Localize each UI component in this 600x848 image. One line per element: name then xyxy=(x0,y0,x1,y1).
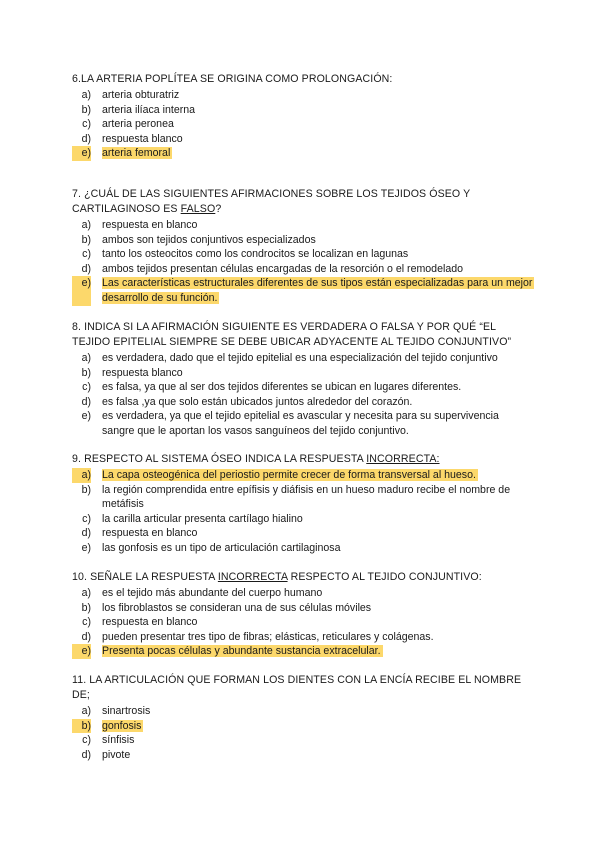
question-title-underlined: INCORRECTA: xyxy=(366,453,440,465)
option-text: las gonfosis es un tipo de articulación cartilaginosa xyxy=(102,541,341,554)
option-text-wrap xyxy=(91,146,534,161)
question-title-text: 9. RESPECTO AL SISTEMA ÓSEO INDICA LA RESPUESTA xyxy=(72,453,367,465)
option-text: Presenta pocas células y abundante sustancia extracelular. xyxy=(102,645,381,658)
option-letter: b) xyxy=(81,601,91,614)
option-text: Las características estructurales diferentes de sus tipos están especializadas para un mejor desarrollo de su función. xyxy=(102,277,533,304)
option-text: ambos tejidos presentan células encargadas de la resorción o el remodelado xyxy=(102,262,463,275)
option-text: sinartrosis xyxy=(102,705,151,717)
option-letter: b) xyxy=(81,366,91,379)
option-letter: b) xyxy=(81,483,91,496)
question-title-end: ? xyxy=(215,203,222,215)
option-text: pivote xyxy=(102,748,131,761)
option-letter: c) xyxy=(82,616,91,629)
option-b[interactable] xyxy=(72,483,534,512)
option-text: arteria obturatriz xyxy=(102,89,180,101)
option-text: los fibroblastos se consideran una de sus células móviles xyxy=(102,601,372,614)
option-letter: c) xyxy=(82,512,91,525)
option-d[interactable] xyxy=(72,132,534,147)
options-list xyxy=(72,468,534,556)
option-b[interactable] xyxy=(72,366,534,381)
question-title-end: RESPECTO AL TEJIDO CONJUNTIVO: xyxy=(287,571,482,583)
option-text: tanto los osteocitos como los condrocitos se localizan en lagunas xyxy=(102,248,409,261)
option-c[interactable] xyxy=(72,380,534,395)
option-text: ambos son tejidos conjuntivos especializados xyxy=(102,233,316,246)
question-title: 6.LA ARTERIA POPLÍTEA SE ORIGINA COMO PROLONGACIÓN: xyxy=(72,73,393,85)
option-letter: b) xyxy=(72,719,91,734)
options-list xyxy=(72,351,534,439)
option-text: gonfosis xyxy=(102,719,142,732)
question-title-underlined: INCORRECTA xyxy=(217,571,288,583)
question-title xyxy=(72,452,534,467)
option-text-wrap xyxy=(91,468,534,483)
option-letter: d) xyxy=(81,262,91,275)
option-letter: a) xyxy=(72,468,91,483)
question-title xyxy=(72,570,534,585)
option-text: es el tejido más abundante del cuerpo humano xyxy=(102,587,323,599)
option-text-wrap xyxy=(91,719,534,734)
option-e[interactable] xyxy=(72,409,534,438)
question-title-underlined: FALSO xyxy=(180,203,216,215)
options-list xyxy=(72,218,534,306)
option-text: sínfisis xyxy=(102,734,135,747)
option-letter: a) xyxy=(81,587,91,599)
question-title-text: 7. ¿CUÁL DE LAS SIGUIENTES AFIRMACIONES SOBRE LOS TEJIDOS ÓSEO Y CARTILAGINOSO ES xyxy=(72,188,471,215)
option-c[interactable] xyxy=(72,615,534,630)
option-b-highlighted[interactable] xyxy=(72,719,534,734)
option-c[interactable] xyxy=(72,247,534,262)
option-a-highlighted[interactable] xyxy=(72,468,534,483)
options-list xyxy=(72,586,534,659)
option-a[interactable] xyxy=(72,586,534,601)
option-text: es verdadera, ya que el tejido epitelial es avascular y necesita para su supervivencia sangre que le aportan los vasos sanguíneos del tejido conjuntivo. xyxy=(102,410,499,437)
option-text: respuesta blanco xyxy=(102,132,183,145)
option-letter: c) xyxy=(82,734,91,747)
option-d[interactable] xyxy=(72,262,534,277)
options-list xyxy=(72,704,534,762)
option-text-wrap xyxy=(91,644,534,659)
option-letter: e) xyxy=(72,644,91,659)
option-text: es verdadera, dado que el tejido epitelial es una especialización del tejido conjuntivo xyxy=(102,352,498,364)
option-letter: e) xyxy=(81,541,91,554)
option-d[interactable] xyxy=(72,630,534,645)
option-letter: a) xyxy=(81,89,91,101)
option-letter: a) xyxy=(81,219,91,231)
option-d[interactable] xyxy=(72,748,534,763)
option-c[interactable] xyxy=(72,117,534,132)
option-e[interactable] xyxy=(72,541,534,556)
option-a[interactable] xyxy=(72,351,534,366)
option-e-highlighted[interactable] xyxy=(72,146,534,161)
option-text: la carilla articular presenta cartílago hialino xyxy=(102,512,303,525)
option-letter: d) xyxy=(81,132,91,145)
option-e-highlighted[interactable] xyxy=(72,276,534,305)
option-text: respuesta blanco xyxy=(102,366,183,379)
option-text: la región comprendida entre epífisis y diáfisis en un hueso maduro recibe el nombre de metáfisis xyxy=(102,483,511,511)
option-b[interactable] xyxy=(72,233,534,248)
question-9 xyxy=(72,452,534,556)
question-8 xyxy=(72,320,534,439)
option-b[interactable] xyxy=(72,103,534,118)
question-7 xyxy=(72,187,534,306)
option-text: arteria femoral xyxy=(102,147,171,160)
option-text: pueden presentar tres tipo de fibras; elásticas, reticulares y colágenas. xyxy=(102,630,434,643)
question-10 xyxy=(72,570,534,659)
option-letter: b) xyxy=(81,103,91,116)
option-letter: b) xyxy=(81,233,91,246)
option-text: arteria peronea xyxy=(102,118,174,131)
option-letter: a) xyxy=(81,352,91,364)
options-list xyxy=(72,88,534,161)
option-text: es falsa ,ya que solo están ubicados juntos alrededor del corazón. xyxy=(102,395,413,408)
option-letter: c) xyxy=(82,381,91,394)
question-11 xyxy=(72,673,534,762)
option-d[interactable] xyxy=(72,526,534,541)
option-text: La capa osteogénica del periostio permite crecer de forma transversal al hueso. xyxy=(102,469,476,481)
option-b[interactable] xyxy=(72,601,534,616)
option-letter: c) xyxy=(82,118,91,131)
question-title xyxy=(72,187,534,217)
option-letter: d) xyxy=(81,395,91,408)
option-text: respuesta en blanco xyxy=(102,219,198,231)
option-letter: e) xyxy=(72,276,91,305)
option-text: respuesta en blanco xyxy=(102,616,198,629)
option-text: arteria ilíaca interna xyxy=(102,103,196,116)
option-d[interactable] xyxy=(72,395,534,410)
option-letter: e) xyxy=(72,146,91,161)
question-6 xyxy=(72,72,534,161)
option-text: respuesta en blanco xyxy=(102,527,198,540)
question-title: 8. INDICA SI LA AFIRMACIÓN SIGUIENTE ES VERDADERA O FALSA Y POR QUÉ “EL TEJIDO EPITELIAL SIEMPRE SE DEBE UBICAR ADYACENTE AL TEJIDO CONJUNTIVO” xyxy=(72,321,512,348)
option-a[interactable] xyxy=(72,704,534,719)
option-letter: d) xyxy=(81,527,91,540)
option-a[interactable] xyxy=(72,218,534,233)
option-text: es falsa, ya que al ser dos tejidos diferentes se ubican en lugares diferentes. xyxy=(102,381,462,394)
option-e-highlighted[interactable] xyxy=(72,644,534,659)
option-letter: c) xyxy=(82,248,91,261)
option-letter: e) xyxy=(81,410,91,423)
option-c[interactable] xyxy=(72,512,534,527)
option-text-wrap xyxy=(91,276,534,305)
option-c[interactable] xyxy=(72,733,534,748)
question-title: 11. LA ARTICULACIÓN QUE FORMAN LOS DIENTES CON LA ENCÍA RECIBE EL NOMBRE DE; xyxy=(72,674,522,701)
option-letter: d) xyxy=(81,630,91,643)
option-a[interactable] xyxy=(72,88,534,103)
question-title-text: 10. SEÑALE LA RESPUESTA xyxy=(72,571,218,583)
option-letter: a) xyxy=(81,705,91,717)
option-letter: d) xyxy=(81,748,91,761)
